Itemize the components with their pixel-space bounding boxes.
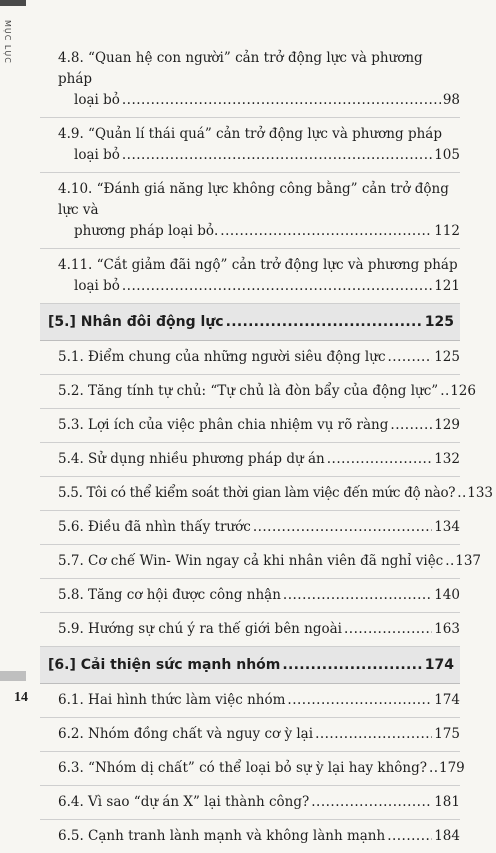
toc-entry-title: 5.4. Sử dụng nhiều phương pháp dự án [58, 451, 325, 467]
toc-entry-title-cont: loại bỏ [74, 92, 120, 108]
table-of-contents [40, 42, 494, 853]
leader-dots [445, 551, 453, 572]
toc-entry-title: 5.9. Hướng sự chú ý ra thế giới bên ngoài [58, 621, 343, 637]
leader-dots [282, 655, 422, 675]
toc-entry-title: 6.2. Nhóm đồng chất và nguy cơ ỳ lại [58, 726, 314, 742]
leader-dots [122, 276, 432, 297]
toc-entry [40, 545, 482, 579]
toc-entry-title: 5.1. Điểm chung của những người siêu động lực [58, 349, 386, 365]
section-title: [5.] Nhân đôi động lực [48, 314, 224, 330]
toc-entry-title: 6.3. “Nhóm dị chất” có thể loại bỏ sự ỳ lại hay không? [58, 760, 427, 776]
toc-entry [40, 477, 494, 511]
toc-entry [40, 42, 460, 118]
leader-dots [429, 758, 437, 779]
toc-entry [40, 579, 460, 613]
toc-entry [40, 409, 460, 443]
toc-page-number: 132 [434, 451, 460, 467]
toc-entry-title: 4.10. “Đánh giá năng lực không công bằng” cản trở động lực và [58, 181, 449, 218]
leader-dots [287, 690, 432, 711]
leader-dots [387, 826, 432, 847]
leader-dots [344, 619, 432, 640]
toc-page-number: 181 [434, 794, 460, 810]
toc-entry [40, 375, 476, 409]
leader-dots [315, 724, 432, 745]
toc-entry [40, 718, 460, 752]
leader-dots [440, 381, 448, 402]
toc-entry [40, 341, 460, 375]
toc-entry-title: 6.4. Vì sao “dự án X” lại thành công? [58, 794, 310, 810]
toc-page-number: 175 [434, 726, 460, 742]
leader-dots [457, 483, 465, 504]
toc-entry-title: 5.6. Điều đã nhìn thấy trước [58, 519, 251, 535]
toc-entry-title: 5.5. Tôi có thể kiểm soát thời gian làm việc đến mức độ nào? [58, 485, 456, 501]
toc-entry-title-cont: loại bỏ [74, 278, 120, 294]
toc-page-number: 121 [434, 278, 460, 294]
toc-page-number: 163 [434, 621, 460, 637]
section-side-label: MỤC LỤC [3, 20, 12, 64]
toc-entry [40, 511, 460, 545]
toc-page-number: 125 [434, 349, 460, 365]
toc-entry-title: 5.7. Cơ chế Win- Win ngay cả khi nhân viên đã nghỉ việc [58, 553, 444, 569]
leader-dots [253, 517, 432, 538]
toc-entry-title: 6.1. Hai hình thức làm việc nhóm [58, 692, 286, 708]
toc-entry-title-cont: phương pháp loại bỏ. [74, 223, 219, 239]
toc-entry-title: 4.11. “Cắt giảm đãi ngộ” cản trở động lực và phương pháp [58, 257, 458, 273]
toc-page-number: 133 [467, 485, 494, 501]
toc-entry-title: 5.2. Tăng tính tự chủ: “Tự chủ là đòn bẩy của động lực” [58, 383, 439, 399]
toc-page-number: 126 [450, 383, 476, 399]
toc-entry [40, 118, 460, 173]
section-page-number: 125 [424, 314, 454, 330]
leader-dots [122, 90, 441, 111]
toc-page-number: 140 [434, 587, 460, 603]
leader-dots [283, 585, 432, 606]
side-marker-top [0, 0, 26, 6]
toc-entry-title: 4.9. “Quản lí thái quá” cản trở động lực và phương pháp [58, 126, 442, 142]
leader-dots [122, 145, 432, 166]
leader-dots [226, 312, 423, 332]
section-page-number: 174 [424, 657, 454, 673]
toc-page-number: 179 [438, 760, 465, 776]
section-title: [6.] Cải thiện sức mạnh nhóm [48, 657, 281, 673]
toc-page-number: 105 [434, 147, 460, 163]
toc-page-number: 184 [434, 828, 460, 844]
toc-page-number: 137 [455, 553, 482, 569]
toc-entry-title: 4.8. “Quan hệ con người” cản trở động lực và phương pháp [58, 50, 423, 87]
toc-page-number: 129 [434, 417, 460, 433]
toc-entry [40, 443, 460, 477]
leader-dots [327, 449, 432, 470]
toc-entry [40, 786, 460, 820]
toc-entry [40, 173, 460, 249]
toc-page-number: 134 [434, 519, 460, 535]
toc-entry [40, 684, 460, 718]
toc-entry [40, 820, 460, 853]
toc-entry [40, 613, 460, 647]
toc-entry-title-cont: loại bỏ [74, 147, 120, 163]
section-heading [40, 647, 460, 684]
section-heading [40, 304, 460, 341]
leader-dots [390, 415, 432, 436]
toc-entry-title: 6.5. Cạnh tranh lành mạnh và không lành mạnh [58, 828, 386, 844]
leader-dots [311, 792, 432, 813]
toc-entry [40, 752, 465, 786]
leader-dots [220, 221, 432, 242]
toc-page-number: 112 [434, 223, 460, 239]
leader-dots [388, 347, 433, 368]
page-number: 14 [14, 690, 28, 705]
toc-entry-title: 5.3. Lợi ích của việc phân chia nhiệm vụ rõ ràng [58, 417, 389, 433]
toc-page-number: 98 [442, 92, 460, 108]
toc-entry-title: 5.8. Tăng cơ hội được công nhận [58, 587, 281, 603]
toc-page-number: 174 [434, 692, 460, 708]
toc-entry [40, 249, 460, 304]
side-marker-bottom [0, 671, 26, 681]
